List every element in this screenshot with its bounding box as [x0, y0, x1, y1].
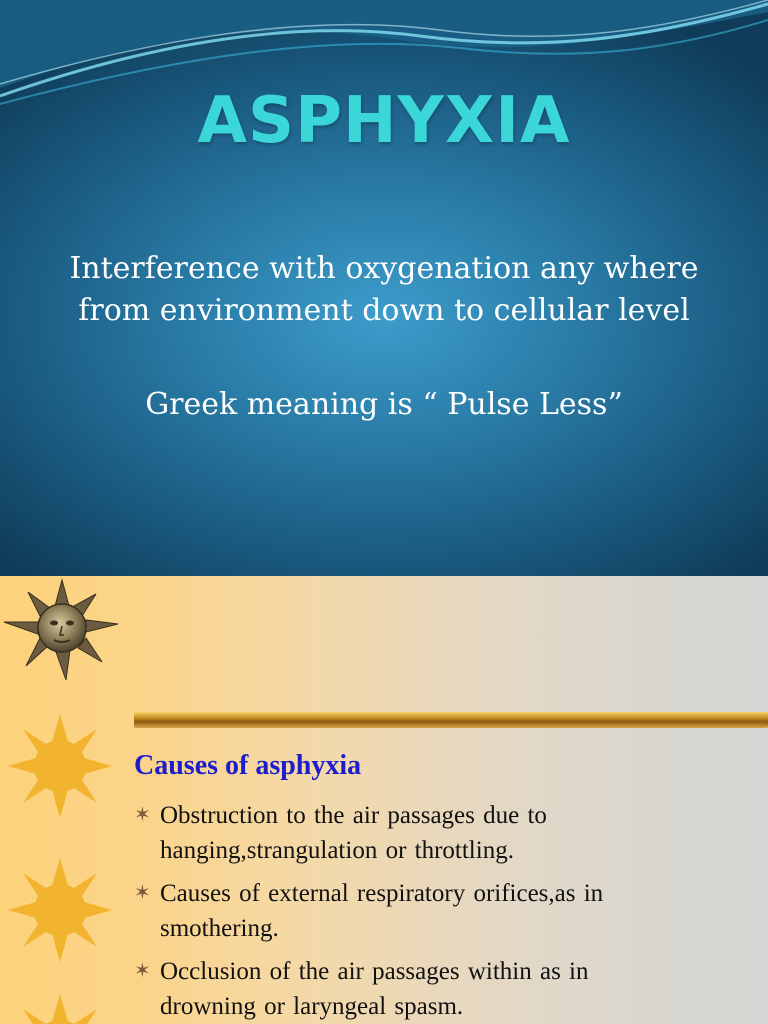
list-item-line: drowning or laryngeal spasm. [160, 993, 464, 1020]
list-item [134, 798, 754, 868]
slide-heading: Causes of asphyxia [134, 750, 362, 781]
list-item-line: hanging,strangulation or throttling. [160, 837, 514, 864]
list-item-line: Obstruction to the air passages due to [160, 802, 547, 829]
causes-list [134, 798, 754, 1024]
definition-line-1: Interference with oxygenation any where [69, 251, 699, 286]
definition-line-2: from environment down to cellular level [78, 293, 690, 328]
list-item-line: smothering. [160, 915, 279, 942]
sun-decoration-rail [0, 576, 128, 1024]
sun-icon [8, 858, 112, 962]
greek-meaning-text: Greek meaning is “ Pulse Less” [145, 387, 623, 422]
list-item [134, 954, 754, 1024]
star-bullet-icon: ✶ [134, 804, 151, 826]
bronze-sun-icon [4, 580, 118, 680]
slide-title: ASPHYXIA [197, 84, 571, 158]
list-item-line: Occlusion of the air passages within as in [160, 958, 589, 985]
sun-icon [8, 994, 112, 1024]
divider-bar [134, 712, 768, 728]
definition-text [30, 248, 738, 332]
sun-icon [8, 714, 112, 818]
star-bullet-icon: ✶ [134, 882, 151, 904]
list-item-line: Causes of external respiratory orifices,as in [160, 880, 604, 907]
causes-slide [0, 576, 768, 1024]
list-item [134, 876, 754, 946]
star-bullet-icon: ✶ [134, 960, 151, 982]
